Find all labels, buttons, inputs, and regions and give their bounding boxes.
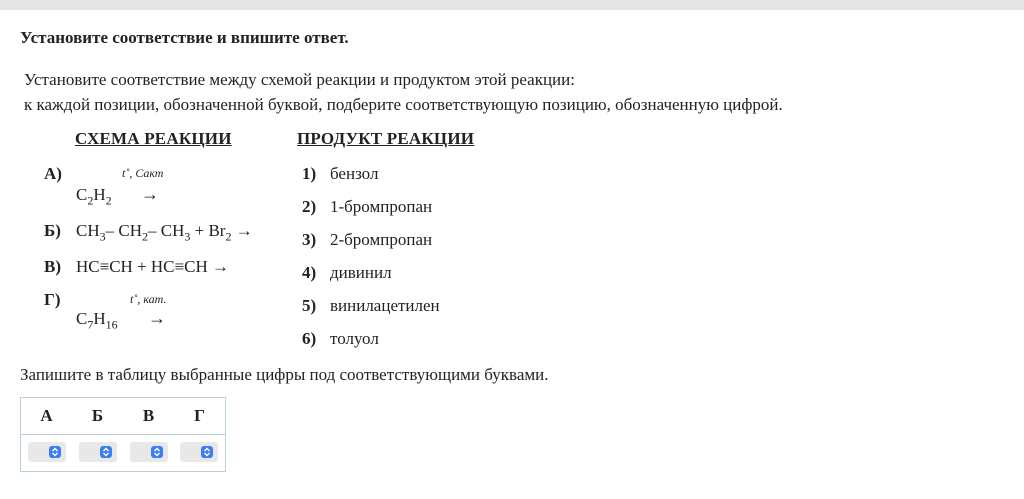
select-arrows-icon xyxy=(151,446,163,458)
select-arrows-icon xyxy=(49,446,61,458)
scheme-a-arrow: → xyxy=(141,184,159,204)
scheme-a-condition: t˚, Cакт xyxy=(122,166,164,180)
answer-select-g[interactable] xyxy=(180,442,218,462)
product-text-1: бензол xyxy=(330,164,379,183)
product-num-1: 1) xyxy=(302,164,317,183)
column-header-scheme: СХЕМА РЕАКЦИИ xyxy=(75,129,232,148)
product-text-5: винилацетилен xyxy=(330,296,440,315)
intro-line-2: к каждой позиции, обозначенной буквой, подберите соответствующую позицию, обозначенную цифрой. xyxy=(24,95,783,114)
answer-header-a: А xyxy=(40,406,53,425)
scheme-letter-b: Б) xyxy=(44,221,61,240)
scheme-g-arrow: → xyxy=(148,308,166,328)
product-num-5: 5) xyxy=(302,296,317,315)
answer-instruction: Запишите в таблицу выбранные цифры под соответствующими буквами. xyxy=(20,365,549,384)
answer-header-b: Б xyxy=(91,406,104,425)
product-num-6: 6) xyxy=(302,329,317,348)
scheme-g-condition: t˚, кат. xyxy=(130,292,167,306)
product-num-3: 3) xyxy=(302,230,317,249)
scheme-v-formula: HC≡CH + HC≡CH → xyxy=(76,257,229,276)
scheme-g-formula: $C_7H_{16}$ xyxy=(76,309,118,332)
answer-table-header xyxy=(21,398,225,435)
product-text-6: толуол xyxy=(330,329,379,348)
product-text-4: дивинил xyxy=(330,263,392,282)
top-bar xyxy=(0,0,1024,10)
answer-header-v: В xyxy=(142,406,155,425)
product-num-2: 2) xyxy=(302,197,317,216)
product-text-3: 2-бромпропан xyxy=(330,230,433,249)
product-text-2: 1-бромпропан xyxy=(330,197,433,216)
answer-select-a[interactable] xyxy=(28,442,66,462)
scheme-a-formula: $C_2H_2$ xyxy=(76,185,112,208)
intro-line-1: Установите соответствие между схемой реакции и продуктом этой реакции: xyxy=(24,70,575,89)
answer-select-v[interactable] xyxy=(130,442,168,462)
product-num-4: 4) xyxy=(302,263,317,282)
column-header-product: ПРОДУКТ РЕАКЦИИ xyxy=(297,129,475,148)
scheme-letter-a: А) xyxy=(44,164,62,183)
scheme-letter-v: В) xyxy=(44,257,61,276)
answer-select-b[interactable] xyxy=(79,442,117,462)
answer-table xyxy=(20,397,226,472)
scheme-b-formula: $CH_3-$ $CH_2-$ $CH_3 + Br_2$ → xyxy=(76,221,253,244)
task-title: Установите соответствие и впишите ответ. xyxy=(20,28,349,47)
select-arrows-icon xyxy=(201,446,213,458)
select-arrows-icon xyxy=(100,446,112,458)
answer-header-g: Г xyxy=(194,406,205,425)
scheme-letter-g: Г) xyxy=(44,290,61,309)
